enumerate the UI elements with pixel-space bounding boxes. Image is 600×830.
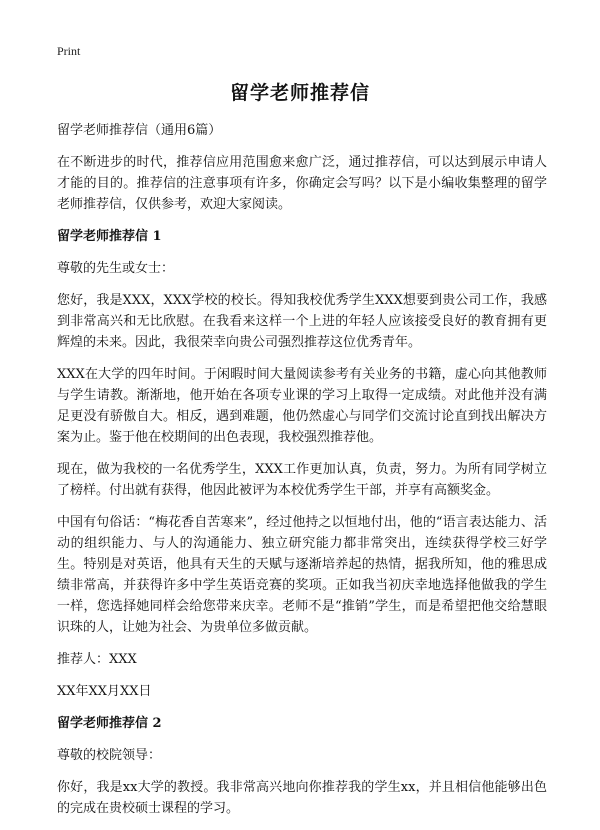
section-1-paragraph-1: 您好，我是XXX，XXX学校的校长。得知我校优秀学生XXX想要到贵公司工作，我感到非常高兴和无比欣慰。在我看来这样一个上进的年轻人应该接受良好的教育拥有更辉煌的未来。因此，我很荣幸向贵公司强烈推荐这位优秀青年。 — [57, 293, 547, 350]
section-1-paragraph-4: 中国有句俗话：“梅花香自苦寒来”，经过他持之以恒地付出，他的“语言表达能力、活动的组织能力、与人的沟通能力、独立研究能力都非常突出，连续获得学校三好学生。特别是对英语，他具有天生的天赋与逐渐培养起的热情，据我所知，他的雅思成绩非常高，并获得许多中学生英语竞赛的奖项。正如我当初庆幸地选择他做我的学生一样，您选择她同样会给您带来庆幸。老师不是“推销”学生，而是希望把他交给慧眼识珠的人，让她为社会、为贵单位多做贡献。 — [57, 515, 547, 635]
section-2-salutation: 尊敬的校院领导： — [57, 748, 162, 763]
document-subtitle: 留学老师推荐信（通用6篇） — [57, 123, 222, 138]
page-title: 留学老师推荐信 — [229, 82, 370, 104]
section-1-paragraph-2: XXX在大学的四年时间。于闲暇时间大量阅读参考有关业务的书籍，虚心向其他教师与学生请教。渐渐地，他开始在各项专业课的学习上取得一定成绩。对此他并没有满足更没有骄傲自大。相反，遇到难题，他仍然虚心与同学们交流讨论直到找出解决方案为止。鉴于他在校期间的出色表现，我校强烈推荐他。 — [57, 367, 547, 445]
section-1-paragraph-3: 现在，做为我校的一名优秀学生，XXX工作更加认真，负责，努力。为所有同学树立了榜样。付出就有获得，他因此被评为本校优秀学生干部，并享有高额奖金。 — [57, 462, 547, 498]
section-2-paragraph-1: 你好，我是xx大学的教授。我非常高兴地向你推荐我的学生xx，并且相信他能够出色的完成在贵校硕士课程的学习。 — [57, 780, 547, 816]
section-1-heading: 留学老师推荐信 1 — [57, 229, 162, 244]
document-body — [57, 120, 547, 830]
section-1-date: XX年XX月XX日 — [57, 684, 152, 699]
print-label: Print — [57, 44, 81, 58]
section-2-heading: 留学老师推荐信 2 — [57, 716, 162, 731]
section-1-salutation: 尊敬的先生或女士： — [57, 261, 175, 276]
section-1-recommender: 推荐人：XXX — [57, 652, 137, 667]
intro-paragraph: 在不断进步的时代，推荐信应用范围愈来愈广泛，通过推荐信，可以达到展示申请人才能的目的。推荐信的注意事项有许多，你确定会写吗？以下是小编收集整理的留学老师推荐信，仅供参考，欢迎大家阅读。 — [57, 155, 547, 212]
